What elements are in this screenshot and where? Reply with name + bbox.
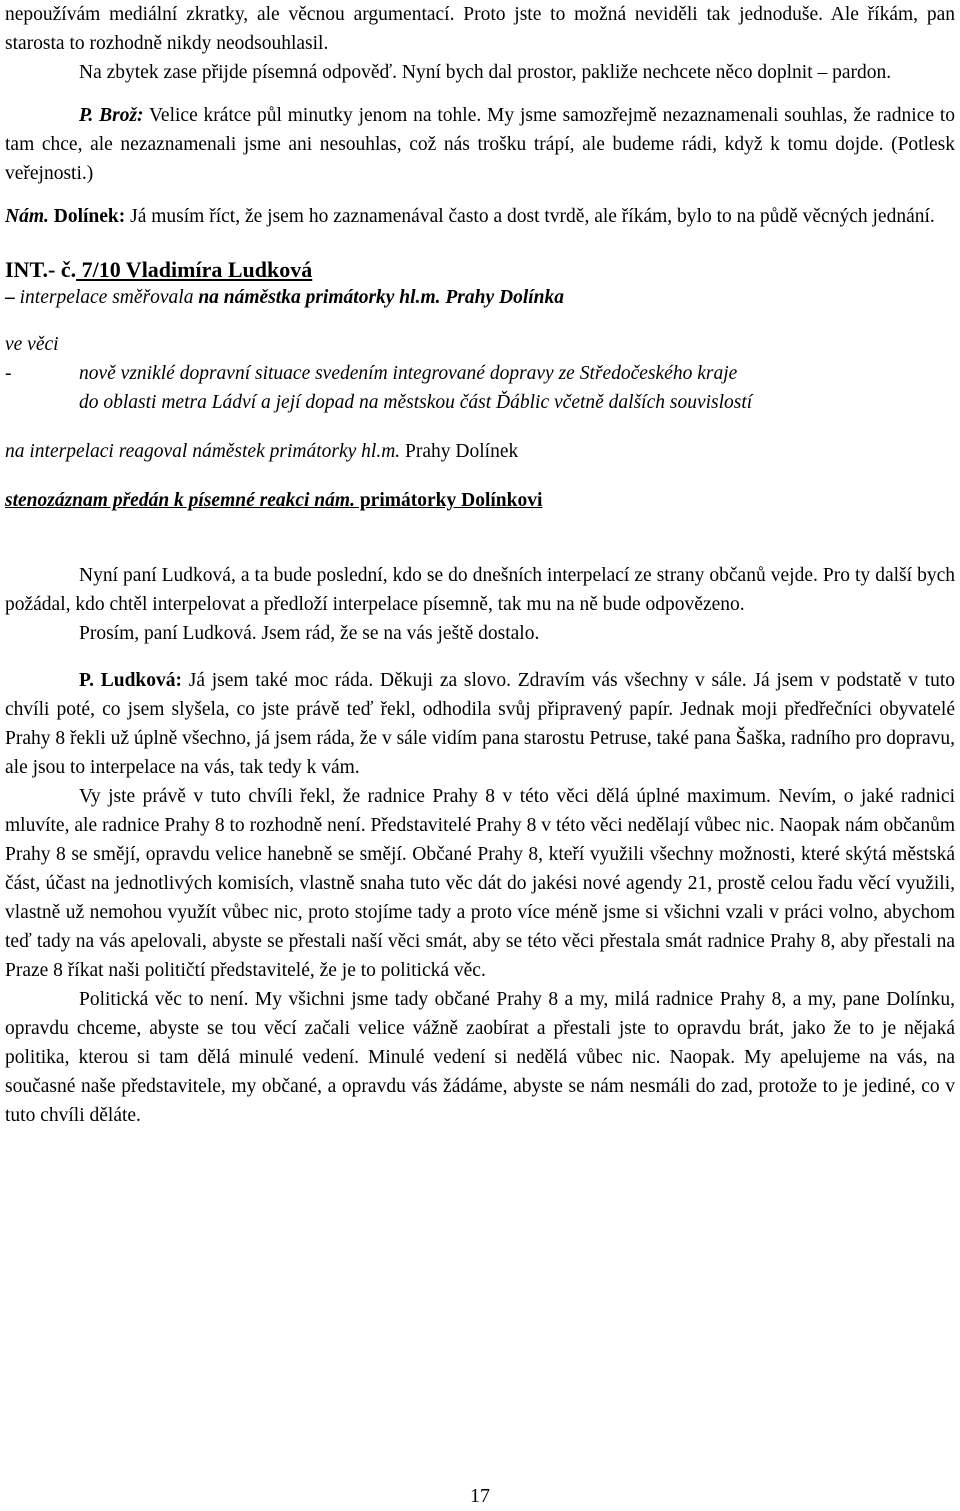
subject-text-line-2: do oblasti metra Ládví a její dopad na městskou část Ďáblic včetně dalších souvislostí: [79, 392, 753, 413]
subject-text-line-1: nově vzniklé dopravní situace svedením integrované dopravy ze Středočeského kraje: [79, 363, 738, 384]
paragraph-chair-2: Prosím, paní Ludková. Jsem rád, že se na vás ještě dostalo.: [79, 623, 540, 644]
speaker-prefix-nam: Nám.: [5, 206, 49, 227]
reaction-normal: Prahy Dolínek: [400, 441, 519, 462]
reaction-line: [5, 437, 955, 466]
subject-bullet: -: [5, 363, 12, 384]
stenozaznam-main: stenozáznam předán k písemné reakci nám.: [5, 490, 355, 511]
speech-broz: Velice krátce půl minutky jenom na tohle. My jsme samozřejmě nezaznamenali souhlas, že radnice to tam chce, ale nezaznamenali jsme ani nesouhlas, což nás trošku trápí, ale budeme rádi, když k tomu dojde. (Potlesk veřejnosti.): [5, 105, 955, 184]
document-page: [5, 0, 955, 1130]
speaker-broz: P. Brož:: [79, 105, 144, 126]
speaker-dolinek: Dolínek:: [48, 206, 126, 227]
speech-dolinek: Já musím říct, že jsem ho zaznamenával často a dost tvrdě, ale říkám, bylo to na půdě věcných jednání.: [125, 206, 935, 227]
interpelation-number-prefix: INT.- č.: [5, 257, 77, 282]
subject-item-continued: [5, 388, 955, 417]
stenozaznam-line: [5, 486, 955, 515]
interpelation-target-person: na náměstka primátorky hl.m. Prahy Dolínka: [198, 287, 565, 308]
paragraph-dolinek: [5, 202, 955, 231]
dash: –: [5, 287, 15, 308]
interpelation-number-name: 7/10 Vladimíra Ludková: [76, 257, 313, 282]
ve-veci-label: ve věci: [5, 334, 59, 355]
interpelation-target: [5, 283, 955, 312]
speech-ludkova-1: Já jsem také moc ráda. Děkuji za slovo. Zdravím vás všechny v sále. Já jsem v podstatě v tuto chvíli poté, co jsem slyšela, co jste právě teď řekl, odhodila svůj připravený papír. Jednak moji předřečníci obyvatelé Prahy 8 řekli už úplně všechno, já jsem ráda, že v sále vidím pana starostu Petruse, také pana Šaška, radního pro dopravu, ale jsou to interpelace na vás, tak tedy k vám.: [5, 670, 955, 778]
paragraph-ludkova-3: Politická věc to není. My všichni jsme tady občané Prahy 8 a my, milá radnice Prahy 8, a my, pane Dolínku, opravdu chceme, abyste se tou věcí začali velice vážně zaobírat a přestali jste to opravdu brát, jako že to je nějaká politika, kterou si tam dělá minulé vedení. Minulé vedení si nedělá vůbec nic. Naopak. My apelujeme na vás, na současné naše představitele, my občané, a opravdu vás žádáme, abyste se nám nesmáli do zad, protože to je jediné, co v tuto chvíli děláte.: [5, 989, 955, 1126]
paragraph-top-2: Na zbytek zase přijde písemná odpověď. Nyní bych dal prostor, pakliže nechcete něco doplnit – pardon.: [79, 62, 892, 83]
reaction-italic: na interpelaci reagoval náměstek primátorky hl.m.: [5, 441, 401, 462]
paragraph-top-1: nepoužívám mediální zkratky, ale věcnou argumentací. Proto jste to možná neviděli tak jednoduše. Ale říkám, pan starosta to rozhodně nikdy neodsouhlasil.: [5, 4, 955, 54]
paragraph-chair-1: Nyní paní Ludková, a ta bude poslední, kdo se do dnešních interpelací ze strany občanů vejde. Pro ty další bych požádal, kdo chtěl interpelovat a předloží interpelace písemně, tak mu na ně bude odpovězeno.: [5, 565, 955, 615]
interpelation-target-lead: interpelace směřovala: [14, 287, 199, 308]
stenozaznam-tail: primátorky Dolínkovi: [354, 490, 543, 511]
paragraph-ludkova-2: Vy jste právě v tuto chvíli řekl, že radnice Prahy 8 v této věci dělá úplné maximum. Nevím, o jaké radnici mluvíte, ale radnice Prahy 8 to rozhodně není. Představitelé Prahy 8 v této věci nedělají vůbec nic. Naopak nám občanům Prahy 8 se smějí, opravdu velice hanebně se smějí. Občané Prahy 8, kteří využili všechny možnosti, které skýtá městská část, účast na jednotlivých komisích, vlastně snaha tuto věc dát do jakési nové agendy 21, prostě celou řadu věcí využili, vlastně už nemohou využít vůbec nic, proto stojíme tady a proto více méně jsme si všichni vzali v práci volno, abychom teď tady na vás apelovali, abyste se přestali naší věci smát, aby se této věci přestala smát radnice Prahy 8, aby přestali na Praze 8 říkat naši političtí představitelé, že je to politická věc.: [5, 786, 955, 981]
speaker-ludkova: P. Ludková:: [79, 670, 183, 691]
interpelation-title: [5, 257, 955, 283]
paragraph-broz: [5, 101, 955, 188]
page-number: 17: [470, 1485, 490, 1507]
subject-item: [5, 359, 955, 388]
paragraph-ludkova-1: [5, 666, 955, 782]
